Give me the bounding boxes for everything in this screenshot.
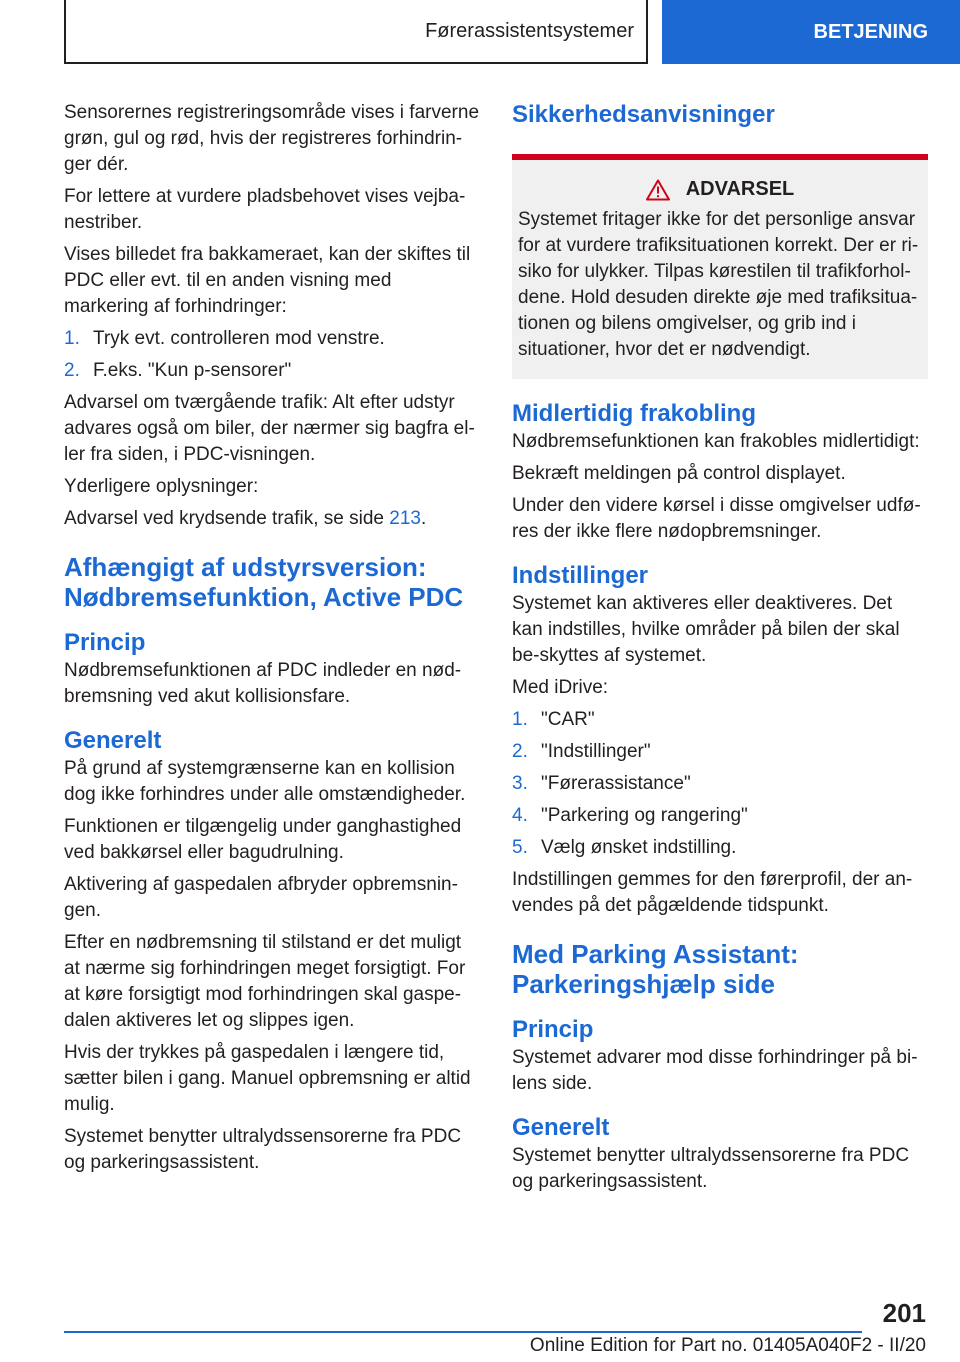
paragraph: Sensorernes registreringsområde vises i farverne grøn, gul og rød, hvis der registreres forhindrin-ger dér. (64, 102, 480, 175)
list-item (64, 358, 480, 384)
list-item (512, 771, 928, 797)
cross-reference-paragraph (64, 506, 480, 532)
section-heading: Med Parking Assistant: Parkeringshjælp side (512, 939, 799, 999)
warning-triangle-icon (646, 179, 670, 201)
list-item (64, 326, 480, 352)
list-item (512, 707, 928, 733)
step-text: F.eks. "Kun p-sensorer" (93, 360, 292, 381)
step-list (64, 326, 480, 384)
warning-box (512, 154, 928, 379)
paragraph: Nødbremsefunktionen kan frakobles midlertidigt: (512, 431, 920, 452)
warning-text: Systemet fritager ikke for det personlige ansvar for at vurdere trafiksituationen korrekt. Der er ri-siko for ulykker. Tilpas kørestilen til trafikforhol-dene. Hold desuden direkte øje med trafiksitua-tionen og bilens omgivelser, og grib ind i situationer, hvor det er nødvendigt. (518, 209, 919, 360)
step-number: 4. (512, 805, 528, 826)
paragraph: Yderligere oplysninger: (64, 476, 259, 497)
step-text: Vælg ønsket indstilling. (541, 837, 737, 858)
list-item (512, 739, 928, 765)
step-number: 1. (512, 709, 528, 730)
paragraph-text: Advarsel ved krydsende trafik, se side (64, 508, 390, 529)
warning-title: ADVARSEL (685, 178, 795, 200)
subsection-heading: Indstillinger (512, 562, 649, 589)
paragraph: Med iDrive: (512, 677, 609, 698)
list-item (512, 835, 928, 861)
subsection-heading: Generelt (64, 727, 162, 754)
step-number: 3. (512, 773, 528, 794)
paragraph: Systemet kan aktiveres eller deaktiveres. Det kan indstilles, hvilke områder på bilen der skal be-skyttes af systemet. (512, 593, 900, 666)
step-number: 5. (512, 837, 528, 858)
step-text: "Indstillinger" (541, 741, 651, 762)
step-list (512, 707, 928, 861)
footer-divider (64, 1331, 862, 1333)
subsection-heading: Midlertidig frakobling (512, 400, 756, 427)
paragraph: Funktionen er tilgængelig under ganghastighed ved bakkørsel eller bagudrulning. (64, 816, 462, 863)
paragraph: Indstillingen gemmes for den førerprofil, der an-vendes på det pågældende tidspunkt. (512, 869, 913, 916)
paragraph: For lettere at vurdere pladsbehovet vises vejba-nestriber. (64, 186, 466, 233)
subsection-heading: Princip (64, 629, 146, 656)
page-link[interactable]: 213 (389, 508, 421, 529)
step-number: 1. (64, 328, 80, 349)
paragraph: Vises billedet fra bakkameraet, kan der skiftes til PDC eller evt. til en anden visning med markering af forhindringer: (64, 244, 471, 317)
paragraph: På grund af systemgrænserne kan en kollision dog ikke forhindres under alle omstændigheder. (64, 758, 466, 805)
paragraph: Hvis der trykkes på gaspedalen i længere tid, sætter bilen i gang. Manuel opbremsning er altid mulig. (64, 1042, 471, 1115)
left-column (64, 100, 480, 1182)
step-text: Tryk evt. controlleren mod venstre. (93, 328, 385, 349)
section-heading: Afhængigt af udstyrsversion: Nødbremsefunktion, Active PDC (64, 552, 464, 612)
step-number: 2. (64, 360, 80, 381)
header-chapter-title: BETJENING (813, 20, 928, 43)
header-section-title: Førerassistentsystemer (425, 19, 634, 42)
step-number: 2. (512, 741, 528, 762)
paragraph: Bekræft meldingen på control displayet. (512, 463, 846, 484)
subsection-heading: Sikkerhedsanvisninger (512, 101, 775, 128)
paragraph: Efter en nødbremsning til stilstand er det muligt at nærme sig forhindringen meget forsigtigt. For at køre forsigtigt mod forhindringen skal gaspe-dalen aktiveres let og slippes igen. (64, 932, 466, 1031)
paragraph-end: . (420, 508, 427, 529)
page-number: 201 (882, 1298, 926, 1328)
paragraph: Aktivering af gaspedalen afbryder opbremsnin-gen. (64, 874, 458, 921)
list-item (512, 803, 928, 829)
header-chapter-tab (662, 0, 960, 64)
subsection-heading: Generelt (512, 1114, 610, 1141)
step-text: "Førerassistance" (541, 773, 691, 794)
paragraph: Advarsel om tværgående trafik: Alt efter udstyr advares også om biler, der nærmer sig bagfra el-ler fra siden, i PDC-visningen. (64, 392, 475, 465)
paragraph: Systemet benytter ultralydssensorerne fra PDC og parkeringsassistent. (512, 1145, 910, 1192)
step-text: "Parkering og rangering" (541, 805, 748, 826)
paragraph: Systemet benytter ultralydssensorerne fra PDC og parkeringsassistent. (64, 1126, 462, 1173)
header-section-box (64, 0, 648, 64)
paragraph: Nødbremsefunktionen af PDC indleder en nød-bremsning ved akut kollisionsfare. (64, 660, 462, 707)
paragraph: Systemet advarer mod disse forhindringer på bi-lens side. (512, 1047, 918, 1094)
warning-header (518, 178, 922, 201)
footer-edition-text: Online Edition for Part no. 01405A040F2 - II/20 (529, 1335, 926, 1356)
paragraph: Under den videre kørsel i disse omgivelser udfø-res der ikke flere nødopbremsninger. (512, 495, 921, 542)
step-text: "CAR" (541, 709, 595, 730)
subsection-heading: Princip (512, 1016, 594, 1043)
right-column (512, 100, 928, 1201)
